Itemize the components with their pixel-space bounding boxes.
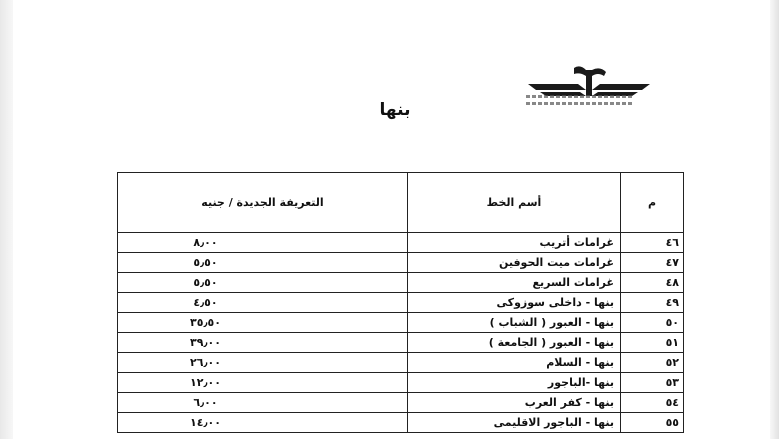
table-row bbox=[118, 233, 684, 253]
scan-left-edge bbox=[0, 0, 13, 439]
header-fare: التعريفة الجديدة / جنيه bbox=[118, 173, 408, 233]
fare-table bbox=[117, 172, 684, 433]
row-line-name: بنها - السلام bbox=[408, 353, 621, 373]
table-row bbox=[118, 273, 684, 293]
row-number: ٥٥ bbox=[621, 413, 684, 433]
row-fare: ١٤٫٠٠ bbox=[118, 413, 408, 433]
row-number: ٥٤ bbox=[621, 393, 684, 413]
row-line-name: غرامات أتريب bbox=[408, 233, 621, 253]
table-row bbox=[118, 333, 684, 353]
scan-right-edge bbox=[770, 0, 779, 439]
row-number: ٤٨ bbox=[621, 273, 684, 293]
row-line-name: غرامات ميت الحوفين bbox=[408, 253, 621, 273]
table-row bbox=[118, 293, 684, 313]
header-num: م bbox=[621, 173, 684, 233]
row-number: ٤٩ bbox=[621, 293, 684, 313]
row-fare: ٥٫٥٠ bbox=[118, 273, 408, 293]
row-fare: ٣٥٫٥٠ bbox=[118, 313, 408, 333]
logo-caption-lines bbox=[524, 95, 632, 111]
page-title: بنها bbox=[379, 100, 411, 120]
table-row bbox=[118, 393, 684, 413]
row-number: ٥٠ bbox=[621, 313, 684, 333]
row-fare: ٥٫٥٠ bbox=[118, 253, 408, 273]
row-line-name: بنها -الباجور bbox=[408, 373, 621, 393]
row-line-name: غرامات السريع bbox=[408, 273, 621, 293]
table-row bbox=[118, 313, 684, 333]
row-line-name: بنها - العبور ( الشباب ) bbox=[408, 313, 621, 333]
row-fare: ٤٫٥٠ bbox=[118, 293, 408, 313]
row-line-name: بنها - كفر العرب bbox=[408, 393, 621, 413]
row-fare: ٨٫٠٠ bbox=[118, 233, 408, 253]
table-row bbox=[118, 413, 684, 433]
row-number: ٥١ bbox=[621, 333, 684, 353]
row-fare: ٢٦٫٠٠ bbox=[118, 353, 408, 373]
row-fare: ١٢٫٠٠ bbox=[118, 373, 408, 393]
row-line-name: بنها - الباجور الاقليمى bbox=[408, 413, 621, 433]
row-line-name: بنها - داخلى سوزوكى bbox=[408, 293, 621, 313]
header-line-name: أسم الخط bbox=[408, 173, 621, 233]
row-number: ٥٣ bbox=[621, 373, 684, 393]
table-header-row bbox=[118, 173, 684, 233]
row-fare: ٣٩٫٠٠ bbox=[118, 333, 408, 353]
table-row bbox=[118, 253, 684, 273]
table-row bbox=[118, 353, 684, 373]
row-number: ٥٢ bbox=[621, 353, 684, 373]
table-row bbox=[118, 373, 684, 393]
row-line-name: بنها - العبور ( الجامعة ) bbox=[408, 333, 621, 353]
row-number: ٤٧ bbox=[621, 253, 684, 273]
row-number: ٤٦ bbox=[621, 233, 684, 253]
row-fare: ٦٫٠٠ bbox=[118, 393, 408, 413]
